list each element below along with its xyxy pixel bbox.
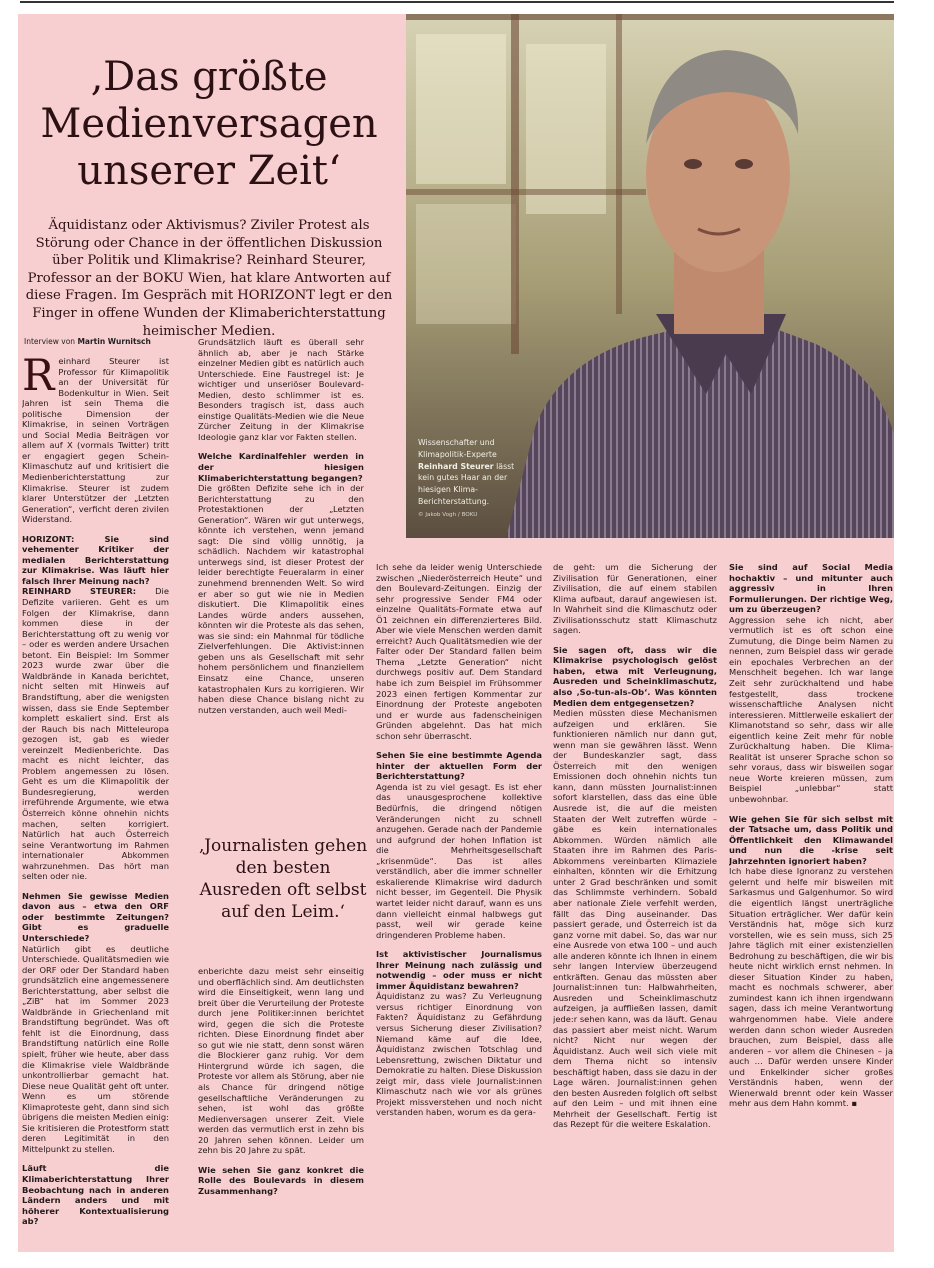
question-3: Läuft die Klimaberichterstattung Ihrer Beobachtung nach in anderen Ländern anders und mit höherer Kontextualisierung ab? (22, 1163, 169, 1227)
question-5: Wie sehen Sie ganz konkret die Rolle des Boulevards in diesem Zusammenhang? (198, 1164, 364, 1196)
column-4 (553, 562, 717, 1250)
top-rule (20, 1, 894, 3)
question-1 (22, 534, 169, 587)
caption-text-2: lässt kein gutes Haar an der hiesigen Klima-Berichterstattung. (418, 461, 515, 506)
answer-1 (22, 586, 169, 881)
intro-paragraph (22, 356, 169, 525)
question-2: Nehmen Sie gewisse Medien davon aus – etwa den ORF oder bestimmte Zeitungen? Gibt es graduelle Unterschiede? (22, 890, 169, 943)
column-5 (729, 562, 893, 1250)
answer-2: Natürlich gibt es deutliche Unterschiede. Qualitätsmedien wie der ORF oder Der Standard haben grundsätzlich eine angemessenere Berichterstattung, aber selbst die „ZiB“ hat im Sommer 2023 Waldbrände in Griechenland mit Brandstiftung begründet. Was oft fehlt ist die Einordnung, dass Brandstiftung natürlich eine Rolle spielt, früher wie heute, aber dass die Klimakrise viele Waldbrände unkontrollierbar gemacht hat. Diese neue Qualität geht oft unter. Wenn es um störende Klimaproteste geht, dann sind sich übrigens die meisten Medien einig: Sie kritisieren die Protestform statt deren Legitimität in den Mittelpunkt zu stellen. (22, 943, 169, 1154)
question-10: Wie gehen Sie für sich selbst mit der Tatsache um, dass Politik und Öffentlichkeit den Klimawandel und nun die -krise seit Jahrzehnten ignoriert haben? (729, 813, 893, 866)
answer-10-text: Ich habe diese Ignoranz zu verstehen gelernt und helfe mir bisweilen mit Sarkasmus und Galgenhumor. So wird die eigentlich längst unerträgliche Situation erträglicher. Wer dafür kein Verständnis hat, möge sich kurz vorstellen, wie es sein muss, sich 25 Jahre täglich mit einer existenziellen Bedrohung zu beschäftigen, die wir bis heute nicht wirklich ernst nehmen. In dieser Situation Kinder zu haben, macht es nochmals schwerer, aber zumindest kann ich ihnen irgendwann sagen, dass ich meine Verantwortung wahrgenommen habe. Viele andere werden dann schon wieder Ausreden brauchen, zum Beispiel, dass alle anderen – vor allem die Chinesen – ja auch … Dafür werden unsere Kinder und Enkelkinder sicher großes Verständnis haben, wenn der Wienerwald brennt oder kein Wasser mehr aus dem Hahn kommt. (729, 866, 893, 1109)
answer-9: Aggression sehe ich nicht, aber vermutlich ist es oft schon eine Zumutung, die Dinge beim Namen zu nennen, zum Beispiel dass wir gerade ein epochales Verbrechen an der Menschheit begehen. Ich war lange Zeit sehr zurückhaltend und habe festgestellt, dass trockene wissenschaftliche Analysen nicht interessieren. Mittlerweile eskaliert der Klimanotstand so sehr, dass wir alle eigentlich keine Zeit mehr für noble Zurückhaltung haben. Die Klima-Realität ist unserer Sprache schon so sehr voraus, dass wir bisweilen sogar neue Worte kreieren müssen, zum Beispiel „unlebbar“ statt unbewohnbar. (729, 614, 893, 805)
question-8: Sie sagen oft, dass wir die Klimakrise psychologisch gelöst haben, etwa mit Verleugnung, Ausreden und Scheinklimaschutz, also ‚So-tun-als-Ob‘. Was könnten Medien dem entgegensetzen? (553, 644, 717, 708)
column-1 (22, 356, 169, 1250)
photo-credit: © Jakob Vogh / BOKU (418, 511, 478, 518)
answer-4: Die größten Defizite sehe ich in der Berichterstattung zu den Protestaktionen der „Letzten Generation“. Wären wir gut unterwegs, könnte ich verstehen, wenn jemand sagt: Die sind völlig unnötig, ja schädlich. Nachdem wir katastrophal unterwegs sind, ist dieser Protest der leider berechtigte Feueralarm in einer zunehmend brennenden Welt. So wird er aber so gut wie nie in Medien diskutiert. Die Klimapolitik eines Landes würde anders aussehen, könnten wir die Proteste als das sehen, was sie sind: ein Mahnmal für tödliche Zielverfehlungen. Die Aktivist:innen geben uns als Gesellschaft mit sehr hohem persönlichem und finanziellem Einsatz eine Chance, unseren katastrophalen Kurs zu korrigieren. Wir haben diese Chance bislang nicht zu nutzen verstanden, auch weil Medi- (198, 483, 364, 715)
answer-7: Äquidistanz zu was? Zu Verleugnung versus richtiger Einordnung von Fakten? Äquidistanz zu Gefährdung versus Sicherung dieser Zivilisation? Niemand käme auf die Idee, Äquidistanz zwischen Totschlag und Lebensrettung, zwischen Diktatur und Demokratie zu halten. Diese Diskussion zeigt mir, dass viele Journalist:innen Klimaschutz nach wie vor als grünes Projekt missverstehen und noch nicht verstanden haben, worum es da gera- (376, 991, 542, 1118)
answer-7-continued: de geht: um die Sicherung der Zivilisation für Generationen, einer Zivilisation, die auf einem stabilen Klima aufbaut, darauf angewiesen ist. In Wahrheit sind die Klimaschutz oder Zivilisationsschutz statt Klimaschutz sagen. (553, 562, 717, 636)
column-2-bottom (198, 966, 364, 1250)
question-1-lead: HORIZONT: (22, 533, 105, 544)
end-mark: ▪ (851, 1098, 857, 1109)
question-9: Sie sind auf Social Media hochaktiv – und mitunter auch aggressiv in Ihren Formulierungen. Der richtige Weg, um zu überzeugen? (729, 562, 893, 615)
column-2-top (198, 337, 364, 821)
question-7: Ist aktivistischer Journalismus Ihrer Meinung nach zulässig und notwendig – oder muss er nicht immer Äquidistanz bewahren? (376, 949, 542, 991)
byline (24, 337, 151, 346)
question-1-text: Sie sind vehementer Kritiker der medialen Berichterstattung zur Klimakrise. Was läuft hier falsch Ihrer Meinung nach? (22, 533, 169, 586)
answer-3: Grundsätzlich läuft es überall sehr ähnlich ab, aber je nach Stärke einzelner Medien gibt es natürlich auch Unterschiede. Eine Faustregel ist: Je wichtiger und unseriöser Boulevard-Medien, desto schlimmer ist es. Besonders tragisch ist, dass auch einstige Qualitäts-Medien wie die Neue Zürcher Zeitung in der Klimakrise Ideologie ganz klar vor Fakten stellen. (198, 337, 364, 442)
byline-author: Martin Wurnitsch (77, 337, 151, 346)
byline-prefix: Interview von (24, 337, 78, 346)
answer-1-text: Die Defizite variieren. Geht es um Folgen der Klimakrise, dann kommen diese in der Berichterstattung oft zu wenig vor – oder es werden andere Ursachen betont. Ein Beispiel: Im Sommer 2023 wurde zwar über die Waldbrände in Kanada berichtet, nicht selten mit Hinweis auf Brandstiftung, aber die wenigsten wissen, dass sie Ende September komplett eskaliert sind. Erst als der Rauch bis nach Mitteleuropa gezogen ist, gab es wieder vereinzelt Medienberichte. Das macht es nicht leichter, das Problem angemessen zu lösen. Geht es um die Klimapolitik der Bundesregierung, werden irreführende Argumente, wie etwa Österreich könne ohnehin nichts machen, selten korrigiert. Natürlich hat auch Österreich seine Verantwortung im Rahmen internationaler Abkommen wahrzunehmen. Das hört man selten oder nie. (22, 586, 169, 882)
answer-8: Medien müssten diese Mechanismen aufzeigen und erklären. Sie funktionieren nämlich nur dann gut, wenn man sie gewähren lässt. Wenn der Bundeskanzler sagt, dass Österreich mit den wenigen Emissionen doch ohnehin nichts tun kann, dann müssten Journalist:innen sofort klarstellen, dass das eine üble Ausrede ist, die auf die meisten Staaten der Welt zutreffen würde – gäbe es kein internationales Abkommen. Würden nämlich alle Staaten ihre im Rahmen des Paris-Abkommens vereinbarten Klimaziele einhalten, könnten wir die Erhitzung unter 2 Grad beschränken und somit das Schlimmste verhindern. Sobald aber nationale Ziele verfehlt werden, fällt das Ding auseinander. Das passiert gerade, und Österreich ist da ganz vorne mit dabei. So, das war nur eine Ausrede von etwa 100 – und auch alle anderen könnte ich Ihnen in einem sehr langen Interview überzeugend entkräften. Genau das müssten aber Journalist:innen tun: Halbwahrheiten, Ausreden und Scheinklimaschutz aufzeigen, ja auffließen lassen, damit jede:r sehen kann, was da läuft. Genau das passiert aber meist nicht. Warum nicht? Nicht nur wegen der Äquidistanz. Auch weil sich viele mit dem Thema nicht so intensiv beschäftigt haben, dass sie dazu in der Lage wären. Journalist:innen gehen den besten Ausreden folglich oft selbst auf den Leim – und mit ihnen eine Mehrheit der Gesellschaft. Fertig ist das Rezept für die weitere Eskalation. (553, 708, 717, 1130)
answer-1-lead: REINHARD STEURER: (22, 586, 156, 597)
answer-5: Ich sehe da leider wenig Unterschiede zwischen „Niederösterreich Heute“ und den Boulevard-Zeitungen. Einzig der sehr progressive Sender FM4 oder einzelne Qualitäts-Formate etwa auf Ö1 zeichnen ein differenzierteres Bild. Aber wie viele Menschen werden damit erreicht? Auch Qualitätsmedien wie der Falter oder Der Standard fallen beim Thema „Letzte Generation“ nicht durchwegs positiv auf. Dem Standard habe ich zum Beispiel im Frühsommer 2023 einen fertigen Kommentar zur Einordnung der Proteste angeboten und er wurde aus fadenscheinigen Gründen abgelehnt. Das hat mich schon sehr überrascht. (376, 562, 542, 741)
question-6: Sehen Sie eine bestimmte Agenda hinter der aktuellen Form der Berichterstattung? (376, 750, 542, 782)
caption-name: Reinhard Steurer (418, 461, 494, 471)
headline: ‚Das größte Medienversagen unserer Zeit‘ (40, 54, 378, 194)
column-3 (376, 562, 542, 1250)
answer-4-continued: enberichte dazu meist sehr einseitig und oberflächlich sind. Am deutlichsten wird die Einseitigkeit, wenn lang und breit über die Verurteilung der Proteste durch jene Politiker:innen berichtet wird, gegen die sich die Proteste richten. Diese Einordnung findet aber so gut wie nie statt, denn sonst wären die Blockierer ganz ruhig. Vor dem Hintergrund würde ich sagen, die Proteste vor allem als Störung, aber nie als Chance für dringend nötige gesellschaftliche Veränderungen zu sehen, ist wohl das größte Medienversagen unserer Zeit. Viele werden das vermutlich erst in zehn bis 20 Jahren sehen können. Leider um zehn bis 20 Jahre zu spät. (198, 966, 364, 1156)
pull-quote: ‚Journalisten gehen den besten Ausreden oft selbst auf den Leim.‘ (198, 836, 368, 922)
photo-caption (418, 437, 522, 522)
answer-10 (729, 866, 893, 1109)
intro-text: einhard Steurer ist Professor für Klimapolitik an der Universität für Bodenkultur in Wien. Seit Jahren ist sein Thema die politische Dimension der Klimakrise, in seinen Vorträgen und Social Media Beiträgen vor allem auf X (vormals Twitter) tritt er engagiert gegen Schein-Klimaschutz auf und kritisiert die Medienberichterstattung zur Klimakrise. Steurer ist zudem klarer Unterstützer der „Letzten Generation“, verficht deren zivilen Widerstand. (22, 356, 169, 525)
caption-text-1: Wissenschafter und Klimapolitik-Experte (418, 438, 497, 459)
question-4: Welche Kardinalfehler werden in der hiesigen Klimaberichterstattung begangen? (198, 451, 364, 483)
lead-paragraph: Äquidistanz oder Aktivismus? Ziviler Protest als Störung oder Chance in der öffentlichen Diskussion über Politik und Klimakrise? Reinhard Steurer, Professor an der BOKU Wien, hat klare Antworten auf diese Fragen. Im Gespräch mit HORIZONT legt er den Finger in offene Wunden der Klimaberichterstattung heimischer Medien. (25, 218, 393, 339)
answer-6: Agenda ist zu viel gesagt. Es ist eher das unausgesprochene kollektive Bedürfnis, die dringend nötigen Veränderungen nicht zu schnell anzugehen. Gerade nach der Pandemie und aufgrund der hohen Inflation ist die Mehrheitsgesellschaft „krisenmüde“. Das ist alles verständlich, aber die immer schneller eskalierende Klimakrise wird dadurch nicht besser, im Gegenteil. Die Physik wartet leider nicht darauf, wann es uns dann vielleicht einmal halbwegs gut passt, weil wir gerade keine dringenderen Probleme haben. (376, 781, 542, 940)
drop-cap: R (22, 356, 55, 401)
